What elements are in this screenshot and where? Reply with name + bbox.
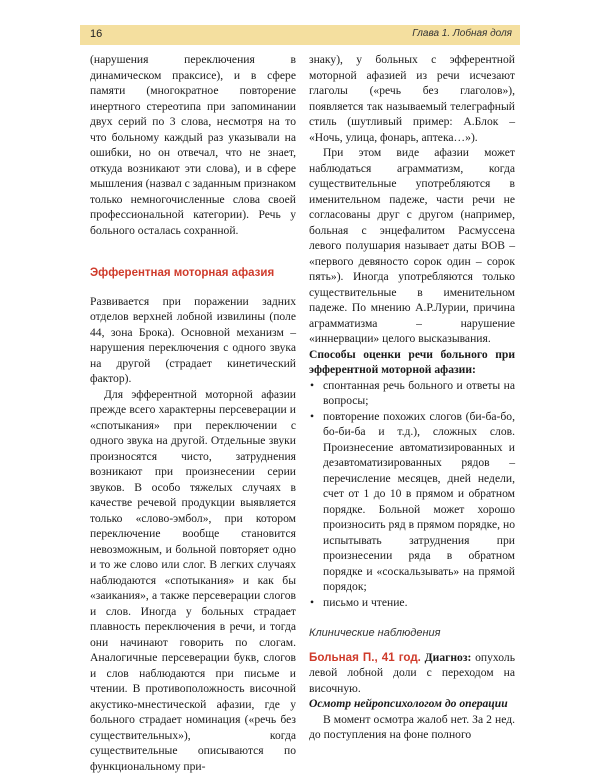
left-column xyxy=(90,52,296,774)
continuation-paragraph: знаку), у больных с эфферентной моторной афазией из речи исчезают глаголы («речь без глаголов»), появляется так называемый телеграфный стиль (шутливый пример: А.Блок – «Ночь, улица, фонарь, аптека…»). xyxy=(309,52,515,145)
diagnosis-text: опухоль левой лобной доли с переходом на височную. xyxy=(309,651,515,695)
main-paragraph: Для эфферентной моторной афазии прежде всего характерны персеверации и «спотыкания» при переключении с одного звука на другой. Отдельные звуки произносятся чисто, затруднения возникают при произнесении серии звуков. В особо тяжелых случаях в качестве речевой продукции выявляется только «слово-эмбол», при котором переключение вообще становится невозможным, и больной повторяет одно и то же слово или слог. В легких случаях наблюдаются «спотыкания» и как бы «заикания», а также персеверации слогов и слов. Иногда у больных страдает плавность переключения в речи, и тогда они начинают говорить по слогам. Аналогичные персеверации букв, слогов и слов наблюдаются при письме и чтении. В противоположность височной акустико-мнестической афазии, где у больного страдает номинация («речь без существительных»), когда существительные описываются по функциональному при- xyxy=(90,387,296,774)
list-item: • письмо и чтение. xyxy=(309,595,515,611)
section-title: Эфферентная моторная афазия xyxy=(90,264,296,282)
agrammatism-paragraph: При этом виде афазии может наблюдаться аграмматизм, когда существительные употребляются в именительном падеже, части речи не согласованы друг с другом (например, больная с энцефалитом Расмуссена левого полушария называет даты ВОВ – «первого девяносто сорок один – сорок пять»). Иногда употребляются только существительные в именительном падеже. По мнению А.Р.Лурии, причина аграмматизма – нарушение «иннервации» целого высказывания. xyxy=(309,145,515,347)
exam-paragraph: В момент осмотра жалоб нет. За 2 нед. до поступления на фоне полного xyxy=(309,712,515,743)
page-header xyxy=(80,25,520,45)
list-item: • спонтанная речь больного и ответы на вопросы; xyxy=(309,378,515,409)
clinical-observations-title: Клинические наблюдения xyxy=(309,626,515,642)
diagnosis-paragraph xyxy=(309,650,515,697)
intro-paragraph: (нарушения переключения в динамическом праксисе), и в сфере памяти (многократное повторение инертного стереотипа при запоминании двух серий по 3 слова, несмотря на то что больному каждый раз указывали на ошибки, но он отвечал, что не знает, откуда возникают эти слова), и в сфере мышления (назвал с заданным признаком только немногочисленные слова своей профессиональной категории). Речь у больного осталась сохранной. xyxy=(90,52,296,238)
right-column xyxy=(309,52,515,743)
methods-heading: Способы оценки речи больного при эфферентной моторной афазии: xyxy=(309,347,515,378)
patient-name: Больная П., 41 год. xyxy=(309,651,421,664)
methods-list xyxy=(309,378,515,611)
exam-title: Осмотр нейропсихологом до операции xyxy=(309,696,515,712)
page-number: 16 xyxy=(90,28,102,40)
definition-paragraph: Развивается при поражении задних отделов верхней лобной извилины (поле 44, зона Брока). Основной механизм – нарушения переключения с одного звука на другой (страдает кинетический фактор). xyxy=(90,294,296,387)
list-item: • повторение похожих слогов (би-ба-бо, бо-би-ба и т.д.), сложных слов. Произнесение автоматизированных и дезавтоматизированных рядов – перечисление месяцев, дней недели, счет от 1 до 10 в прямом и обратном порядке. Больной может хорошо произносить ряд в прямом порядке, но испытывать затруднения при произнесении ряда в обратном порядке и «соскальзывать» на прямой порядок; xyxy=(309,409,515,595)
diagnosis-label: Диагноз: xyxy=(425,651,472,664)
chapter-title: Глава 1. Лобная доля xyxy=(412,28,512,39)
